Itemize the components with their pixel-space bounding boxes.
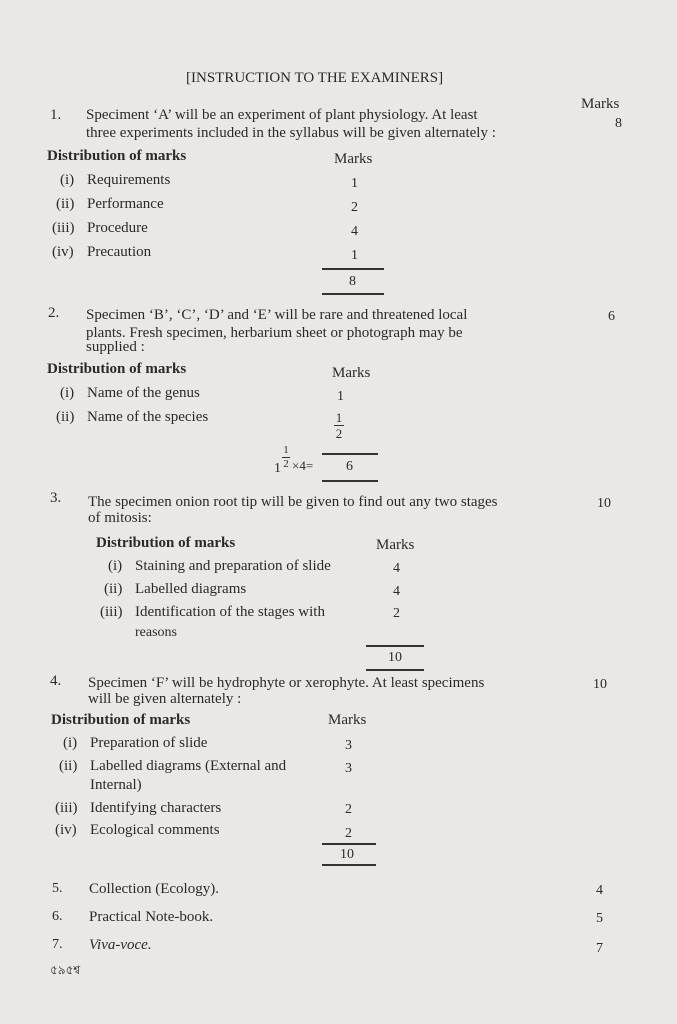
q1-item-marks: 4: [351, 224, 358, 239]
q1-sum-rule-top: [322, 268, 384, 270]
q1-sum-rule-bottom: [322, 293, 384, 295]
q3-item-marks: 2: [393, 606, 400, 621]
q4-sum: 10: [340, 847, 354, 862]
q4-item-marks: 3: [345, 761, 352, 776]
fraction-numerator: 1: [283, 444, 289, 456]
q2-text-line1: Specimen ‘B’, ‘C’, ‘D’ and ‘E’ will be rare and threatened local: [86, 307, 468, 323]
q3-sum-rule-bottom: [366, 669, 424, 671]
q2-item-label: Name of the species: [87, 409, 209, 425]
q3-number: 3.: [50, 490, 62, 506]
q3-text-line1: The specimen onion root tip will be given to find out any two stages: [88, 494, 498, 510]
fraction-numerator: 1: [335, 410, 343, 425]
q4-text-line2: will be given alternately :: [88, 691, 242, 707]
q3-item-label: Identification of the stages with: [135, 604, 325, 620]
q4-sum-rule-top: [322, 843, 376, 845]
q2-calc-fraction: [282, 445, 290, 470]
fraction-denominator: 2: [283, 458, 289, 470]
q1-item-index: (i): [60, 172, 75, 188]
q1-item-label: Performance: [87, 196, 164, 212]
q1-text-line1: Speciment ‘A’ will be an experiment of plant physiology. At least: [86, 107, 478, 123]
q3-item-label-continued: reasons: [135, 625, 177, 640]
q7-number: 7.: [52, 937, 63, 952]
q1-item-label: Procedure: [87, 220, 148, 236]
q4-text-line1: Specimen ‘F’ will be hydrophyte or xerophyte. At least specimens: [88, 675, 485, 691]
q1-item-index: (ii): [56, 196, 75, 212]
q4-marks-heading: Marks: [328, 712, 367, 728]
page-title: [INSTRUCTION TO THE EXAMINERS]: [186, 70, 444, 86]
q1-item-label: Precaution: [87, 244, 152, 260]
q2-total-marks: 6: [608, 309, 615, 324]
q3-item-index: (i): [108, 558, 123, 574]
q2-item-index: (ii): [56, 409, 75, 425]
q4-item-index: (i): [63, 735, 78, 751]
q2-calc-multiplier: ×4=: [292, 458, 314, 473]
q4-distribution-heading: Distribution of marks: [51, 712, 191, 728]
q6-number: 6.: [52, 909, 63, 924]
q3-item-index: (iii): [100, 604, 123, 620]
q4-item-index: (iv): [55, 822, 77, 838]
q5-marks: 4: [596, 883, 603, 898]
q1-item-index: (iii): [52, 220, 75, 236]
q3-total-marks: 10: [597, 496, 611, 511]
q1-item-index: (iv): [52, 244, 74, 260]
marks-column-heading: Marks: [581, 96, 620, 112]
q2-sum-rule-top: [322, 453, 378, 455]
q4-total-marks: 10: [593, 677, 607, 692]
q4-item-label: Ecological comments: [90, 822, 220, 838]
q2-marks-heading: Marks: [332, 365, 371, 381]
q2-calc-whole: 1: [274, 461, 281, 476]
q1-distribution-heading: Distribution of marks: [47, 148, 187, 164]
q1-sum: 8: [349, 274, 356, 289]
q2-text-line2: plants. Fresh specimen, herbarium sheet or photograph may be: [86, 325, 463, 341]
q4-sum-rule-bottom: [322, 864, 376, 866]
q2-text-line3: supplied :: [86, 339, 145, 355]
q7-label: Viva-voce.: [89, 937, 152, 953]
fraction-denominator: 2: [335, 426, 343, 441]
q4-item-marks: 3: [345, 738, 352, 753]
q4-item-label: Preparation of slide: [90, 735, 208, 751]
q1-item-marks: 1: [351, 248, 358, 263]
q3-item-label: Labelled diagrams: [135, 581, 247, 597]
q7-marks: 7: [596, 941, 603, 956]
q4-item-marks: 2: [345, 826, 352, 841]
q2-sum: 6: [346, 459, 353, 474]
q3-marks-heading: Marks: [376, 537, 415, 553]
q4-item-label: Identifying characters: [90, 800, 222, 816]
q5-number: 5.: [52, 881, 63, 896]
q6-label: Practical Note-book.: [89, 909, 214, 925]
q1-item-marks: 2: [351, 200, 358, 215]
q3-distribution-heading: Distribution of marks: [96, 535, 236, 551]
q3-item-index: (ii): [104, 581, 123, 597]
q2-distribution-heading: Distribution of marks: [47, 361, 187, 377]
q4-item-index: (ii): [59, 758, 78, 774]
q3-text-line2: of mitosis:: [88, 510, 152, 526]
q5-label: Collection (Ecology).: [89, 881, 219, 897]
q4-item-marks: 2: [345, 802, 352, 817]
q2-item-marks: 1: [337, 389, 344, 404]
q3-item-marks: 4: [393, 561, 400, 576]
q1-item-label: Requirements: [87, 172, 171, 188]
q3-item-label: Staining and preparation of slide: [135, 558, 331, 574]
q3-item-marks: 4: [393, 584, 400, 599]
q1-total-marks: 8: [615, 116, 622, 131]
q4-item-index: (iii): [55, 800, 78, 816]
q2-item-index: (i): [60, 385, 75, 401]
q4-number: 4.: [50, 673, 62, 689]
q3-sum-rule-top: [366, 645, 424, 647]
q1-number: 1.: [50, 107, 62, 123]
q1-text-line2: three experiments included in the syllabus will be given alternately :: [86, 125, 496, 141]
q6-marks: 5: [596, 911, 603, 926]
q4-item-label: Labelled diagrams (External and: [90, 758, 287, 774]
q4-item-label-continued: Internal): [90, 777, 142, 793]
q2-item-label: Name of the genus: [87, 385, 200, 401]
q2-sum-rule-bottom: [322, 480, 378, 482]
q2-item-marks-fraction: [334, 411, 344, 440]
q1-item-marks: 1: [351, 176, 358, 191]
q3-sum: 10: [388, 650, 402, 665]
q1-marks-heading: Marks: [334, 151, 373, 167]
footer-mark: ৫৯৫শ্ব: [50, 963, 81, 977]
q2-number: 2.: [48, 305, 60, 321]
